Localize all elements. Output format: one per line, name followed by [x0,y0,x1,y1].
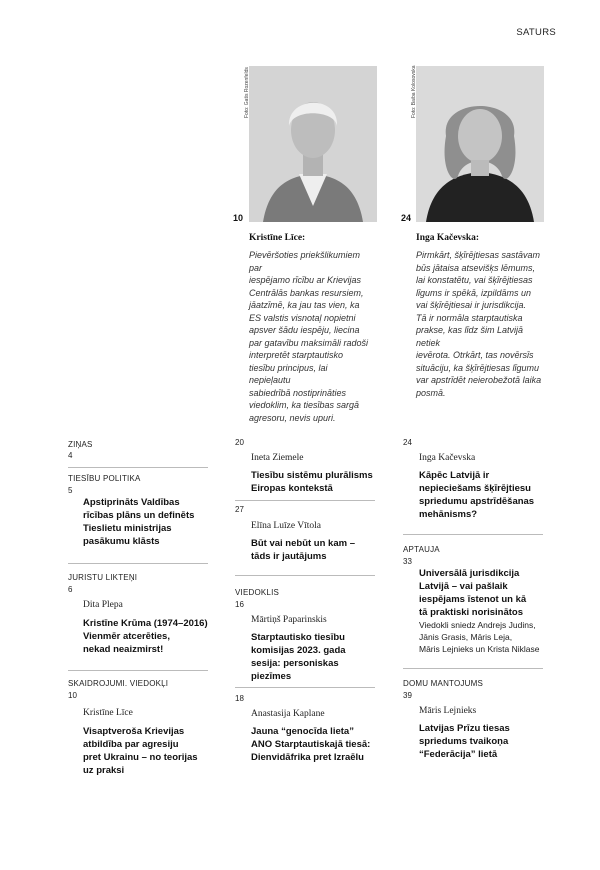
title-line: Visaptveroša Krievijas [83,726,185,737]
page-number: 6 [68,585,73,594]
title-line: spriedumu apstrīdēšanas [419,496,535,507]
divider [68,467,208,468]
title-line: nepieciešams šķīrējtiesu [419,483,531,494]
title-line: Apstiprināts Valdības [83,497,180,508]
divider [403,668,543,669]
quote-line: jāatzīmē, ka jau tas vien, ka [249,300,360,310]
article-title-link[interactable] [419,567,554,619]
photo-credit: Foto: Baiba Kolosovska [411,65,417,118]
quote-line: interpretēt starptautisko [249,350,344,360]
title-line: Starptautisko tiesību [251,632,345,643]
title-line: Dienvidāfrika pret Izraēlu [251,752,364,763]
quote-line: sabiedrībā nostiprināties [249,387,347,398]
quote-line: posmā. [416,387,446,398]
quote-line: viedoklim, ka tiesības sargā [249,400,360,410]
title-line: “Federācija” lietā [419,749,498,760]
article-title-link[interactable] [251,469,386,495]
title-line: pret Ukrainu – no teorijas [83,752,198,763]
divider [235,687,375,688]
title-line: rīcības plāns un definēts [83,510,195,521]
section-label-viedoklis: VIEDOKLIS [235,588,280,597]
page-number: 10 [68,691,77,700]
article-title-link[interactable] [419,722,554,761]
divider [68,563,208,564]
title-line: tā praktiski norisinātos [419,607,524,618]
page-number: 4 [68,451,73,460]
section-label-tiesibu-politika: TIESĪBU POLITIKA [68,474,141,483]
page-number: 5 [68,486,73,495]
article-author: Anastasija Kaplane [251,709,325,719]
feature-name: Kristīne Līce: [249,233,306,243]
quote-line: agresoru, nevis upuri. [249,412,336,423]
page-number: 18 [235,694,244,703]
page-number: 33 [403,557,412,566]
feature-quote [416,249,546,399]
quote-line: iespējamo rīcību ar Krievijas [249,275,362,285]
feature-quote [249,249,371,424]
title-line: komisijas 2023. gada [251,645,346,656]
divider [403,534,543,535]
article-author: Elīna Luīze Vītola [251,521,321,531]
page-number: 27 [235,505,244,514]
photo-credit: Foto: Gatis Rozenfelds [244,67,250,118]
section-label-domu-mantojums: DOMU MANTOJUMS [403,679,483,688]
title-line: sesija: personiskas [251,658,339,669]
title-line: piezīmes [251,671,292,682]
title-line: Tiesību sistēmu plurālisms [251,470,373,481]
section-label-zinas: ZIŅAS [68,440,93,449]
quote-line: Pievēršoties priekšlikumiem par [249,250,361,273]
feature-page-number: 24 [401,213,412,223]
quote-line: Tā ir normāla starptautiska [416,312,523,323]
quote-line: būs jātaisa atsevišķs lēmums, [416,262,536,273]
page-number: 16 [235,600,244,609]
page-number: 24 [403,438,412,447]
portrait-photo-inga-kacevska [416,66,544,222]
article-title-link[interactable] [83,617,213,656]
article-author: Ineta Ziemele [251,453,304,463]
feature-page-number: 10 [233,213,244,223]
title-line: nekad neaizmirst! [83,644,164,655]
article-note [419,619,559,655]
note-line: Viedokli sniedz Andrejs Judins, [419,620,536,630]
title-line: mehānisms? [419,509,478,520]
title-line: pasākumu klāsts [83,536,160,547]
title-line: Jauna “genocīda lieta” [251,726,354,737]
article-title-link[interactable] [83,496,203,548]
quote-line: par gatavību maksimāli radoši [249,337,369,348]
title-line: Vienmēr atcerēties, [83,631,170,642]
title-line: uz praksi [83,765,125,776]
quote-line: Centrālās bankas resursiem, [249,287,364,298]
article-title-link[interactable] [83,725,218,777]
quote-line: lai konstatētu, vai šķīrējtiesas [416,275,533,285]
article-title-link[interactable] [251,537,386,563]
title-line: Kāpēc Latvijā ir [419,470,490,481]
section-label-juristu-liktenī: JURISTU LIKTEŅI [68,573,138,582]
quote-line: prakse, kas līdz šim Latvijā netiek [416,325,524,348]
section-label-skaidrojumi: SKAIDROJUMI. VIEDOKĻI [68,679,169,688]
title-line: Eiropas kontekstā [251,483,333,494]
quote-line: ES valstis visnotaļ nopietni [249,312,356,323]
title-line: ANO Starptautiskajā tiesā: [251,739,371,750]
article-title-link[interactable] [419,469,554,521]
quote-line: vai šķīrējtiesai ir jurisdikcija. [416,300,527,310]
divider [68,670,208,671]
article-title-link[interactable] [251,631,386,683]
title-line: Universālā jurisdikcija [419,568,520,579]
article-author: Mārtiņš Paparinskis [251,615,327,625]
quote-line: ievērota. Otrkārt, tas novērsīs [416,350,534,360]
quote-line: situāciju, ka šķīrējtiesas līgumu [416,362,540,373]
divider [235,500,375,501]
title-line: iespējams īstenot un kā [419,594,527,605]
note-line: Māris Lejnieks un Krista Niklase [419,644,540,654]
title-line: tāds ir jautājums [251,551,327,562]
section-header: SATURS [516,27,556,38]
quote-line: apsver šādu iespēju, liecina [249,325,360,335]
article-author: Kristīne Līce [83,708,133,718]
title-line: Latvijā – vai pašlaik [419,581,508,592]
title-line: Tieslietu ministrijas [83,523,172,534]
page-number: 39 [403,691,412,700]
quote-line: var apstrīdēt neierobežotā laika [416,375,542,385]
quote-line: līgums ir spēkā, izpildāms un [416,287,532,298]
quote-line: Pirmkārt, šķīrējtiesas sastāvam [416,250,541,260]
title-line: Latvijas Prīzu tiesas [419,723,510,734]
portrait-photo-kristine-lice [249,66,377,222]
article-author: Inga Kačevska [419,453,476,463]
section-label-aptauja: APTAUJA [403,545,440,554]
divider [235,575,375,576]
page-number: 20 [235,438,244,447]
article-title-link[interactable] [251,725,391,764]
article-author: Māris Lejnieks [419,706,477,716]
title-line: spriedums tvaikoņa [419,736,509,747]
title-line: atbildība par agresiju [83,739,179,750]
quote-line: tiesību principus, lai nepieļautu [249,362,328,385]
feature-name: Inga Kačevska: [416,233,480,243]
title-line: Būt vai nebūt un kam – [251,538,355,549]
note-line: Jānis Grasis, Māris Leja, [419,632,513,642]
article-author: Dita Plepa [83,600,123,610]
title-line: Kristīne Krūma (1974–2016) [83,618,208,629]
